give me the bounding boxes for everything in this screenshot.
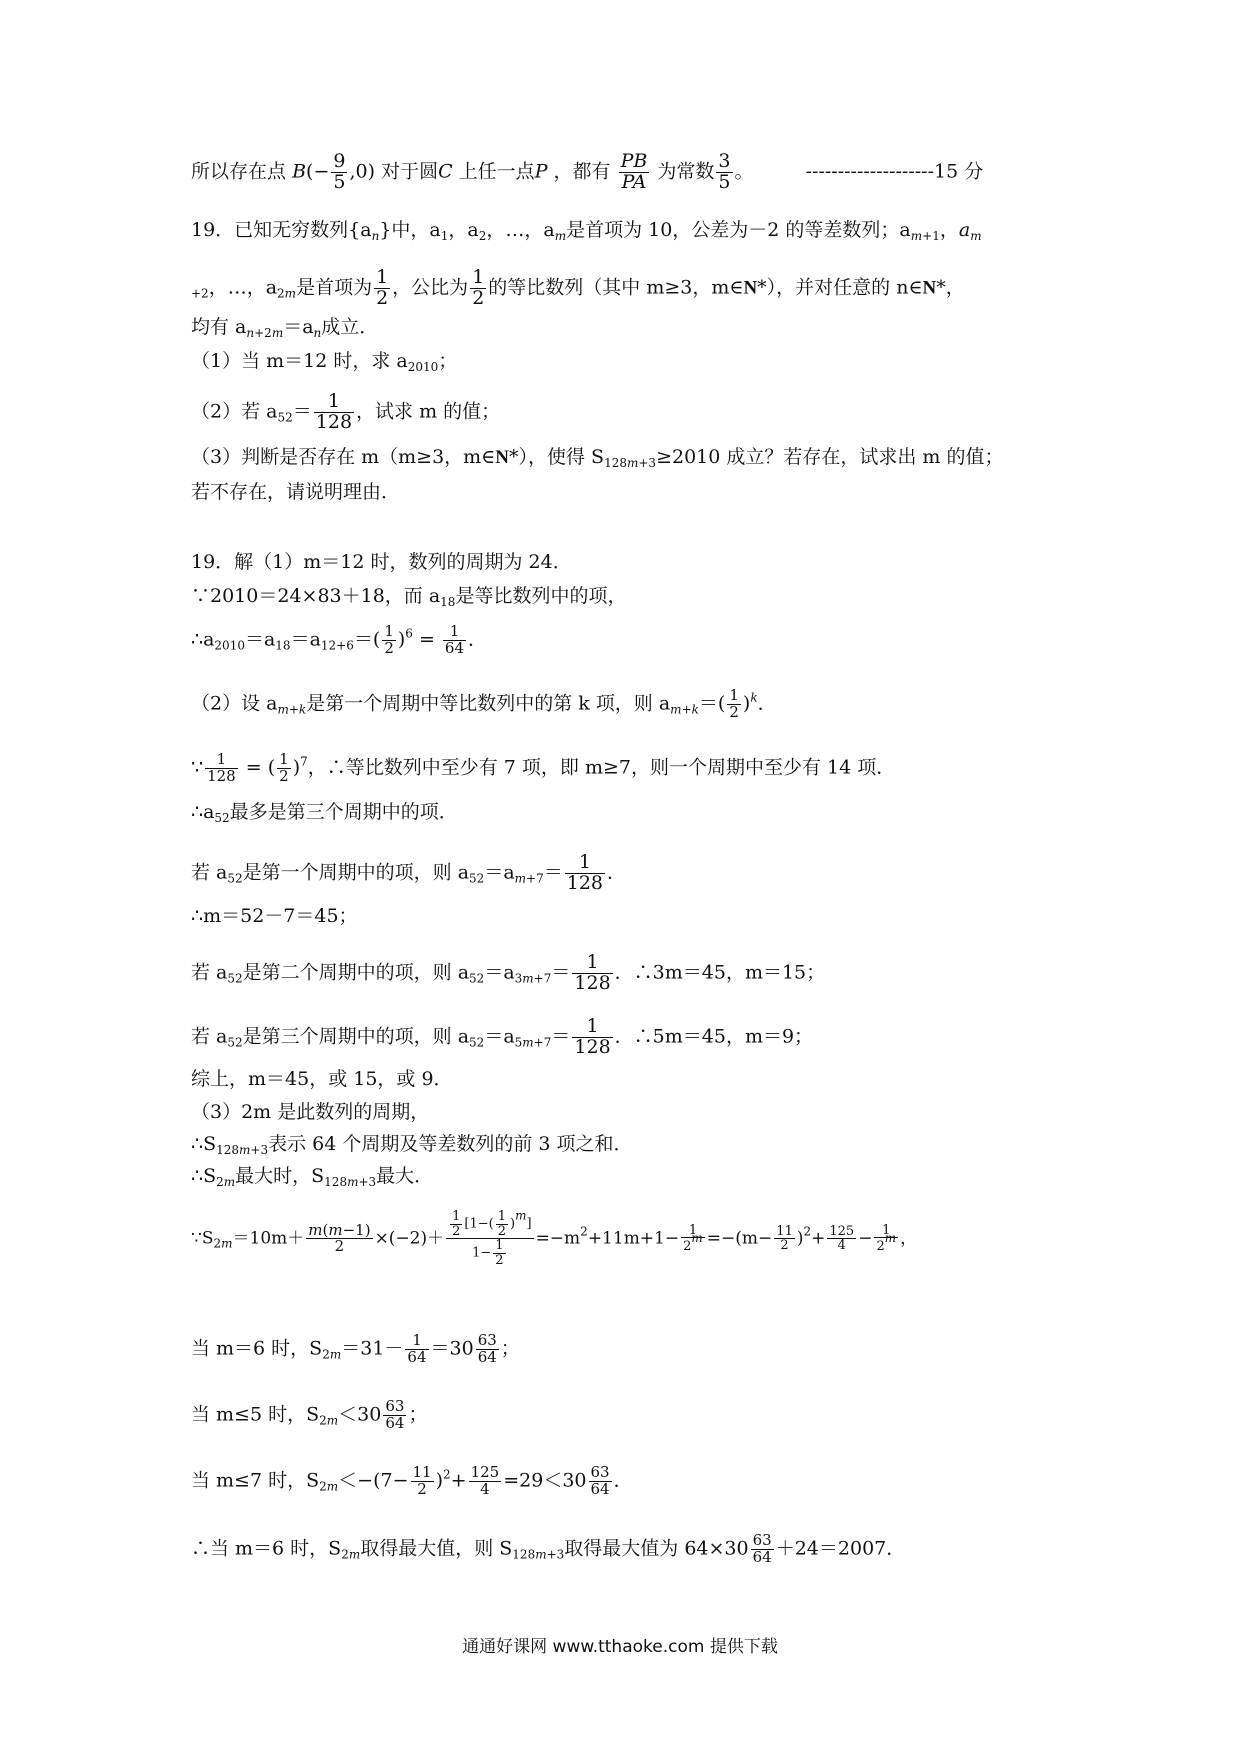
score-marker: --------------------15 分: [805, 160, 984, 183]
conclusion-line: 所以存在点 B(− $\frac{9}{5}$ ,0) 对于圆C 上任一点P ，都有 $\frac{PB}{PA}$ 为常数 $\frac{3}{5}$ 。 --------------------15 分: [191, 150, 984, 193]
solution-line-19: ∴当 m＝6 时，$S_{2m}$取得最大值，则 $S_{128m+3}$取得最大值为 64×30 $\frac{63}{64}$ ＋24＝2007．: [191, 1531, 906, 1566]
problem-line-1: 19．已知无穷数列$\{a_n\}$中，$a_1$，$a_2$，…，$a_m$是首项为 10，公差为－2 的等差数列；$a_{m+1}$，$a_m$: [191, 219, 982, 243]
problem-part-1: （1）当 m＝12 时，求 $a_{2010}$；: [191, 350, 458, 374]
solution-line-7: 若 $a_{52}$是第一个周期中的项，则 $a_{52}=a_{m+7}=$ $\frac{1}{128}$ ．: [191, 851, 627, 894]
solution-line-4: （2）设 $a_{m+k}$是第一个周期中等比数列中的第 k 项，则 $a_{m+k}=$( $\frac{1}{2}$ )$^k$．: [191, 686, 777, 721]
solution-line-17: 当 m≤5 时，$S_{2m}<30$ $\frac{63}{64}$ ；: [191, 1397, 428, 1432]
text: ，都有: [553, 160, 611, 183]
solution-line-2: ∵2010＝24×83＋18，而 $a_{18}$是等比数列中的项，: [191, 585, 627, 609]
problem-line-2: $_{+2}$，…，$a_{2m}$是首项为 $\frac{1}{2}$ ，公比为 $\frac{1}{2}$ 的等比数列（其中 m≥3，m∈N*），并对任意的 n∈N*，: [191, 266, 965, 309]
solution-line-3: $\therefore a_{2010}=a_{18}=a_{12+6}=$( $\frac{1}{2}$ )$^6$ = $\frac{1}{64}$ ．: [191, 622, 488, 657]
solution-line-9: 若 $a_{52}$是第二个周期中的项，则 $a_{52}=a_{3m+7}=$ $\frac{1}{128}$ ．∴3m＝45，m＝15；: [191, 951, 826, 994]
solution-line-12: （3）2m 是此数列的周期，: [191, 1101, 430, 1123]
problem-part-3b: 若不存在，请说明理由．: [191, 481, 401, 503]
solution-line-10: 若 $a_{52}$是第三个周期中的项，则 $a_{52}=a_{5m+7}=$ $\frac{1}{128}$ ．∴5m＝45，m＝9；: [191, 1015, 814, 1058]
solution-line-1: 19．解（1）m＝12 时，数列的周期为 24．: [191, 551, 572, 573]
solution-formula: $\because S_{2m}=10m+$ $\frac{m(m-1)}{2}$ ×(−2)＋ $\frac{1}{2}$ [1−( $\frac{1}{2}$ )$^m$] 1− $\frac{1}{2}$ $=-m^2+11m+1-$ $\frac{1}{2^m}$ =−(m− $\frac{11}{2}$ )$^2$+ $\frac{125}{4}$ − $\frac{1}{2^m}$ ，: [191, 1208, 918, 1268]
page-footer: 通通好课网 www.tthaoke.com 提供下载: [462, 1637, 778, 1657]
solution-line-16: 当 m＝6 时，$S_{2m}=31-$ $\frac{1}{64}$ ＝30 $\frac{63}{64}$ ；: [191, 1331, 520, 1366]
problem-part-2: （2）若 $a_{52}=$ $\frac{1}{128}$ ，试求 m 的值；: [191, 390, 501, 433]
text: 所以存在点: [191, 160, 287, 183]
solution-line-11: 综上，m＝45，或 15，或 9．: [191, 1068, 453, 1090]
solution-line-5: ∵ $\frac{1}{128}$ = ( $\frac{1}{2}$ )$^7$，∴等比数列中至少有 7 项，即 m≥7，则一个周期中至少有 14 项．: [191, 750, 896, 785]
problem-part-3: （3）判断是否存在 m（m≥3，m∈N*），使得 $S_{128m+3}\ge 2010$ 成立？若存在，试求出 m 的值；: [191, 446, 1004, 470]
problem-line-3: 均有 $a_{n+2m}=a_n$成立．: [191, 316, 379, 340]
text: 上任一点: [458, 160, 535, 183]
text: 对于圆: [381, 160, 439, 183]
solution-line-13: $\therefore S_{128m+3}$表示 64 个周期及等差数列的前 3 项之和．: [191, 1133, 633, 1157]
text: 。: [734, 160, 754, 183]
solution-line-6: $\therefore a_{52}$最多是第三个周期中的项．: [191, 801, 458, 825]
solution-line-14: $\therefore S_{2m}$最大时，$S_{128m+3}$最大．: [191, 1165, 434, 1189]
text: 为常数: [657, 160, 715, 183]
solution-line-8: ∴m＝52－7＝45；: [191, 905, 358, 927]
solution-line-18: 当 m≤7 时，$S_{2m}<-(7-$ $\frac{11}{2}$ )$^2$+ $\frac{125}{4}$ =29＜30 $\frac{63}{64}$ ．: [191, 1463, 633, 1498]
